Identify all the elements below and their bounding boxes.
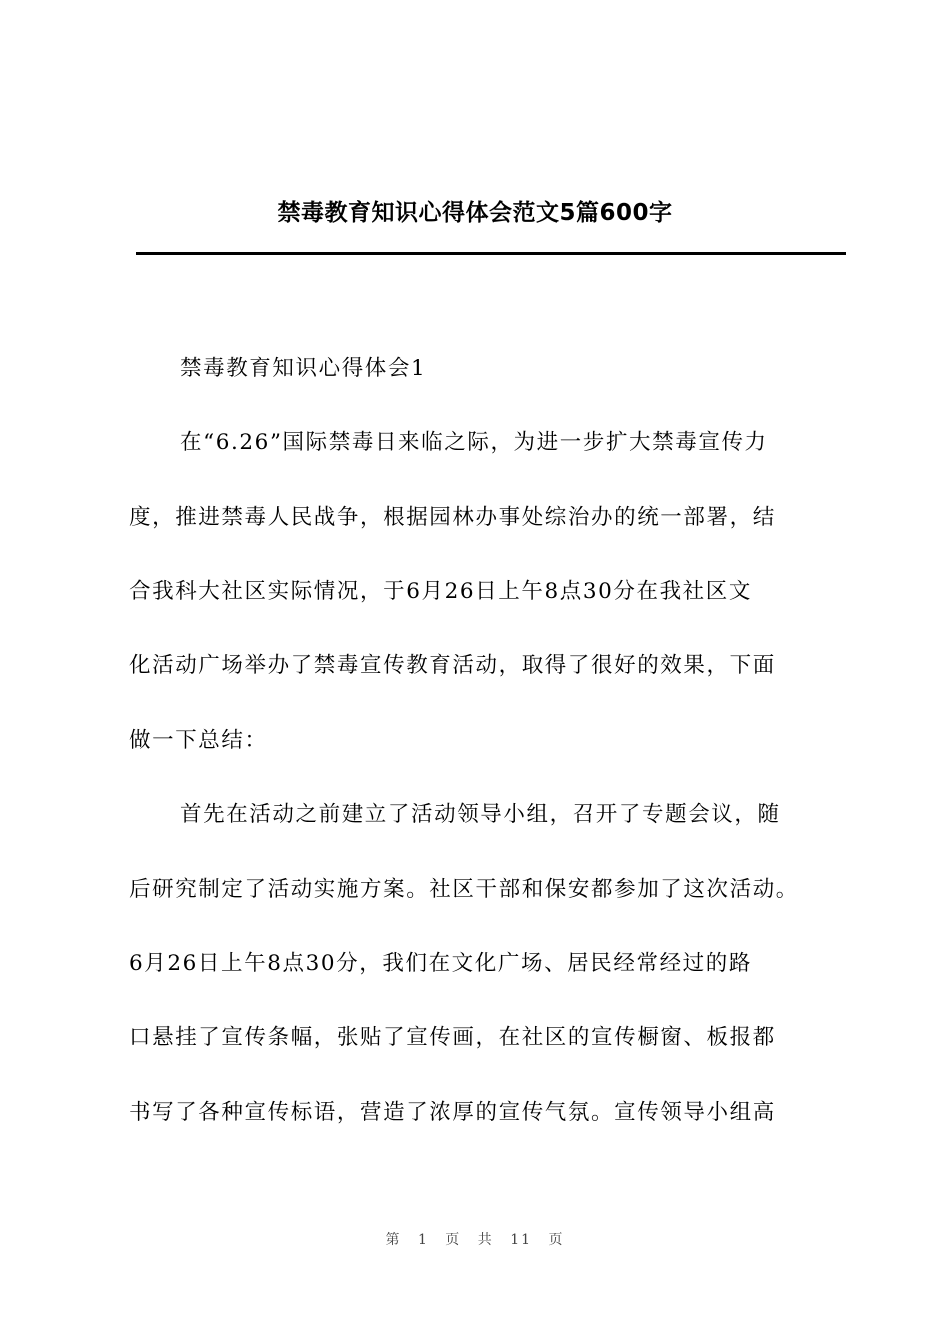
page-number-footer: 第 1 页 共 11 页 (385, 1232, 565, 1248)
paragraph-line: 做一下总结： (129, 728, 268, 753)
paragraph-line: 合我科大社区实际情况，于6月26日上午8点30分在我社区文 (129, 579, 752, 604)
paragraph-line: 度，推进禁毒人民战争，根据园林办事处综治办的统一部署，结 (129, 505, 776, 530)
paragraph-line: 在“6.26”国际禁毒日来临之际，为进一步扩大禁毒宣传力 (180, 430, 768, 455)
document-title: 禁毒教育知识心得体会范文5篇600字 (277, 200, 673, 226)
paragraph-line: 后研究制定了活动实施方案。社区干部和保安都参加了这次活动。 (129, 877, 799, 902)
paragraph-line: 书写了各种宣传标语，营造了浓厚的宣传气氛。宣传领导小组高 (129, 1100, 776, 1125)
paragraph-line: 6月26日上午8点30分，我们在文化广场、居民经常经过的路 (129, 951, 752, 976)
title-divider (136, 252, 846, 255)
paragraph-line: 口悬挂了宣传条幅，张贴了宣传画，在社区的宣传橱窗、板报都 (129, 1025, 776, 1050)
section-heading: 禁毒教育知识心得体会1 (180, 356, 427, 381)
paragraph-line: 首先在活动之前建立了活动领导小组，召开了专题会议，随 (180, 802, 781, 827)
paragraph-line: 化活动广场举办了禁毒宣传教育活动，取得了很好的效果，下面 (129, 653, 776, 678)
